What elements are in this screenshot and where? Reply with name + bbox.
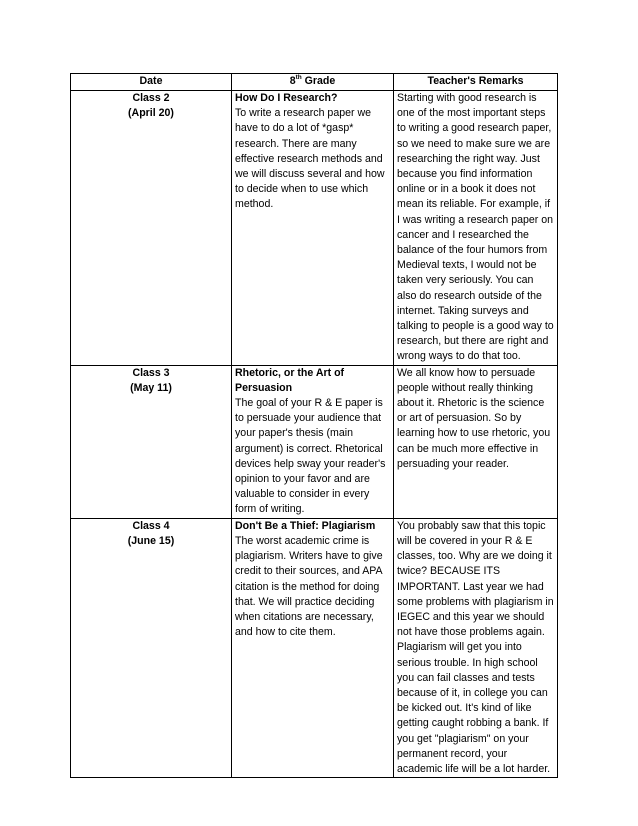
teacher-remarks: You probably saw that this topic will be covered in your R & E classes, too. Why are we doing it twice? BECAUSE ITS IMPORTANT. Last year we had some problems with plagiarism in IEGEC and this year we should not have those problems again. Plagiarism will get you into serious trouble. In high school you can fail classes and tests because of it, in college you can be kicked out. It's kind of like getting caught robbing a bank. If you get "plagiarism" on your permanent record, your academic life will be a lot harder. — [397, 519, 554, 775]
class-date: (June 15) — [127, 534, 175, 547]
topic-description: To write a research paper we have to do a lot of *gasp* research. There are many effective research methods and we will discuss several and how to decide when to use which method. — [235, 107, 385, 211]
topic-description: The goal of your R & E paper is to persuade your audience that your paper's thesis (main argument) is correct. Rhetorical devices help sway your reader's opinion to your favor and are valuable to consider in every form of writing. — [235, 397, 386, 516]
header-row — [71, 74, 558, 91]
topic-cell — [232, 518, 394, 777]
topic-description: The worst academic crime is plagiarism. Writers have to give credit to their sources, and APA citation is the method for doing that. We will practice deciding when citations are necessary, and how to cite them. — [235, 534, 383, 639]
table-row — [71, 365, 558, 518]
table-row — [71, 518, 558, 777]
topic-title: How Do I Research? — [235, 92, 338, 104]
class-label: Class 3 — [132, 366, 170, 379]
class-label: Class 2 — [132, 92, 170, 104]
teacher-remarks: We all know how to persuade people without really thinking about it. Rhetoric is the science or art of persuasion. So by learning how to use rhetoric, you can be much more effective in persuading your reader. — [397, 366, 551, 470]
lesson-schedule-table — [70, 73, 558, 778]
grade-number: 8 — [289, 75, 296, 87]
topic-title: Don't Be a Thief: Plagiarism — [235, 519, 376, 532]
date-cell — [71, 365, 232, 518]
header-remarks: Teacher's Remarks — [394, 74, 558, 91]
class-date: (April 20) — [128, 107, 174, 120]
topic-cell — [232, 365, 394, 518]
header-grade — [232, 74, 394, 91]
header-date: Date — [71, 74, 232, 91]
class-label: Class 4 — [132, 519, 170, 532]
remarks-cell — [394, 365, 558, 518]
grade-suffix: th — [295, 74, 302, 81]
teacher-remarks: Starting with good research is one of the most important steps to writing a good research paper, so we need to make sure we are researching the right way. Just because you find information online or in a book it does not mean its reliable. For example, if I was writing a research paper on cancer and I researched the balance of the four humors from Medieval texts, I would not be taken very seriously. You can also do research outside of the internet. Taking surveys and talking to people is a good way to research, but there are right and wrong ways to do that too. — [397, 92, 554, 363]
class-date: (May 11) — [130, 381, 172, 394]
remarks-cell — [394, 518, 558, 777]
date-cell — [71, 91, 232, 366]
remarks-cell — [394, 91, 558, 366]
date-cell — [71, 518, 232, 777]
grade-word: Grade — [301, 75, 336, 87]
topic-cell — [232, 91, 394, 366]
topic-title: Rhetoric, or the Art of Persuasion — [235, 366, 345, 394]
table-row — [71, 91, 558, 366]
